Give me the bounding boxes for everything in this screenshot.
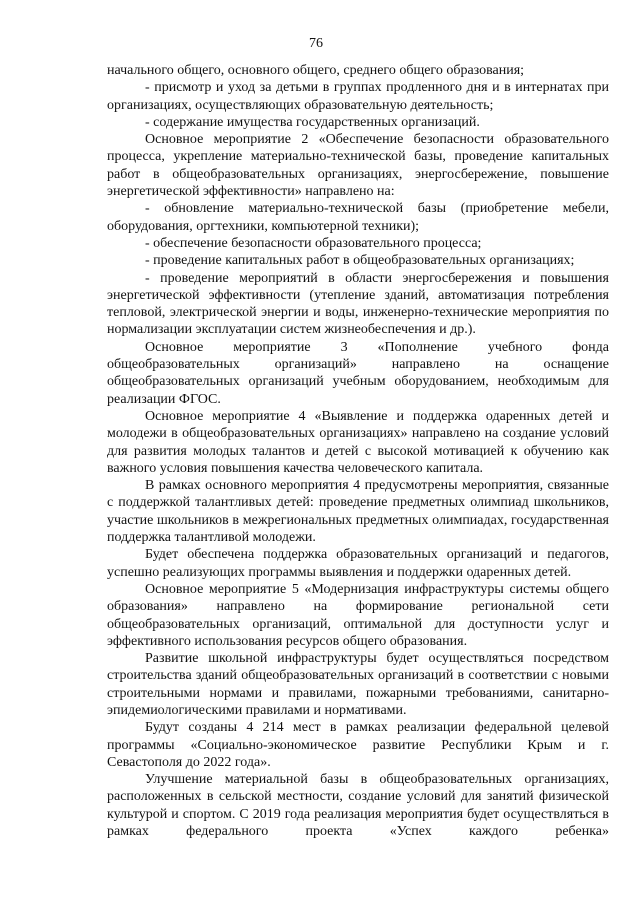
document-body: [107, 62, 609, 840]
list-item-energy-saving: - проведение мероприятий в области энергосбережения и повышения энергетической эффективности (утепление зданий, автоматизация потребления тепловой, электрической энергии и воды, инженерно-технические мероприятия по нормализации эксплуатации систем жизнеобеспечения и др.).: [107, 270, 609, 338]
paragraph-infrastructure: Развитие школьной инфраструктуры будет осуществляться посредством строительства зданий общеобразовательных организаций в соответствии с новыми строительными нормами и правилами, пожарными требованиями, санитарно-эпидемиологическими правилами и нормативами.: [107, 651, 609, 718]
list-item-capital-works: - проведение капитальных работ в общеобразовательных организациях;: [145, 253, 575, 269]
paragraph-continuation: начального общего, основного общего, среднего общего образования;: [107, 63, 525, 78]
list-item-property-maintenance: - содержание имущества государственных организаций.: [145, 114, 480, 130]
paragraph-talent-support: В рамках основного мероприятия 4 предусмотрены мероприятия, связанные с поддержкой талантливых детей: проведение предметных олимпиад школьников, участие школьников в межрегиональных предметных олимпиадах, государственная поддержка талантливой молодежи.: [107, 478, 609, 546]
page-number: 76: [309, 36, 323, 51]
paragraph-main-activity-4: Основное мероприятие 4 «Выявление и поддержка одаренных детей и молодежи в общеобразовательных организациях» направлено на создание условий для развития молодых талантов и детей с высокой мотивацией к обучению как важного условия повышения качества человеческого капитала.: [107, 408, 609, 476]
paragraph-main-activity-3: Основное мероприятие 3 «Пополнение учебного фонда общеобразовательных организаций» направлено на оснащение общеобразовательных организаций учебным оборудованием, необходимым для реализации ФГОС.: [107, 339, 609, 407]
paragraph-main-activity-2: Основное мероприятие 2 «Обеспечение безопасности образовательного процесса, укрепление материально-технической базы, проведение капитальных работ в общеобразовательных организациях, энергосбережение, повышение энергетической эффективности» направлено на:: [107, 132, 609, 200]
paragraph-new-places: Будут созданы 4 214 мест в рамках реализации федеральной целевой программы «Социально-экономическое развитие Республики Крым и г. Севастополя до 2022 года».: [107, 720, 609, 770]
paragraph-main-activity-5: Основное мероприятие 5 «Модернизация инфраструктуры системы общего образования» направлено на формирование региональной сети общеобразовательных организаций, оптимальной для доступности услуг и эффективного использования ресурсов общего образования.: [107, 581, 609, 649]
paragraph-organization-support: Будет обеспечена поддержка образовательных организаций и педагогов, успешно реализующих программы выявления и поддержки одаренных детей.: [107, 547, 609, 580]
list-item-material-base: - обновление материально-технической базы (приобретение мебели, оборудования, оргтехники, компьютерной техники);: [107, 201, 609, 234]
list-item-after-school-care: - присмотр и уход за детьми в группах продленного дня и в интернатах при организациях, осуществляющих образовательную деятельность;: [107, 80, 609, 113]
list-item-process-safety: - обеспечение безопасности образовательного процесса;: [145, 235, 482, 251]
paragraph-rural-schools: Улучшение материальной базы в общеобразовательных организациях, расположенных в сельской местности, создание условий для занятий физической культурой и спортом. С 2019 года реализация мероприятия будет осуществляться в рамках федерального проекта «Успех каждого ребенка»: [107, 772, 609, 840]
